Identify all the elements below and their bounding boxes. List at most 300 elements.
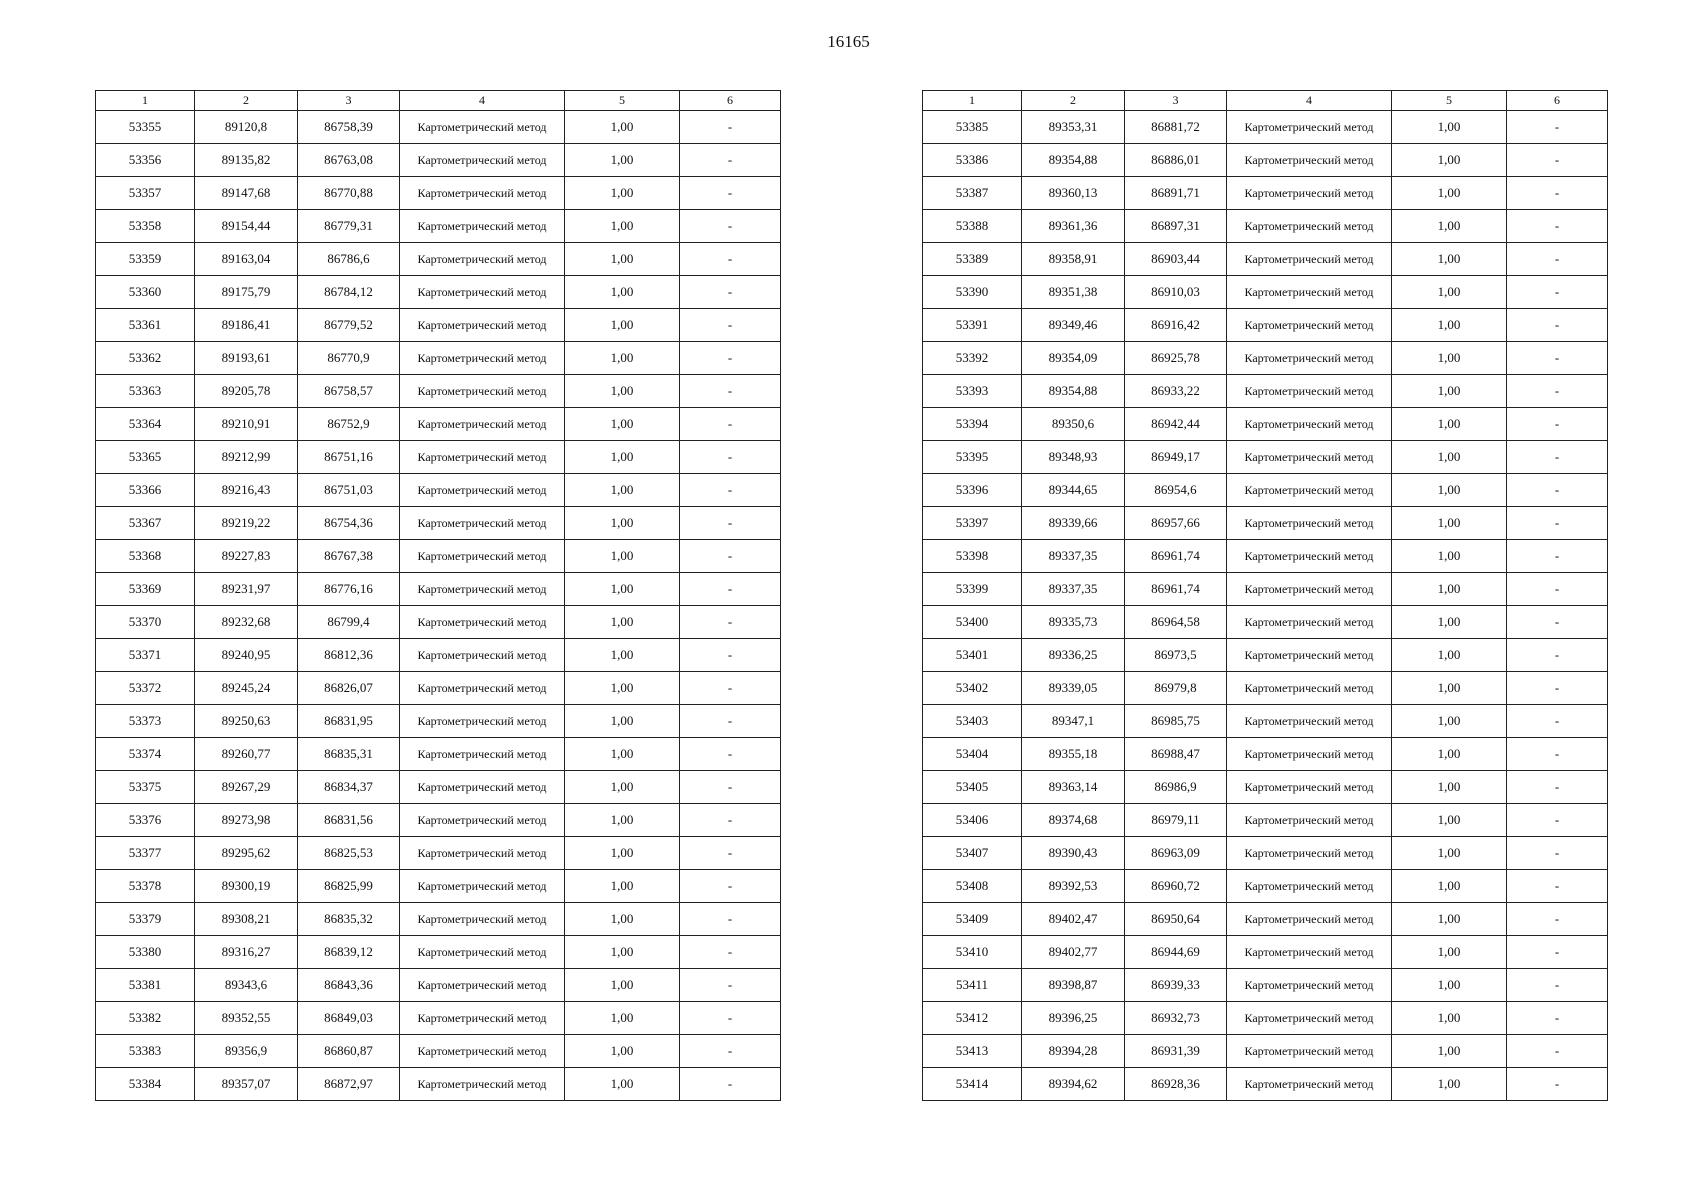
y-coordinate-cell: 86961,74 bbox=[1125, 573, 1227, 606]
x-coordinate-cell: 89354,88 bbox=[1022, 144, 1125, 177]
y-coordinate-cell: 86957,66 bbox=[1125, 507, 1227, 540]
method-cell: Картометрический метод bbox=[400, 606, 565, 639]
note-cell: - bbox=[1507, 573, 1608, 606]
table-row bbox=[96, 540, 781, 573]
point-number-cell: 53365 bbox=[96, 441, 195, 474]
table-row bbox=[923, 639, 1608, 672]
y-coordinate-cell: 86754,36 bbox=[298, 507, 400, 540]
note-cell: - bbox=[1507, 243, 1608, 276]
note-cell: - bbox=[1507, 804, 1608, 837]
method-cell: Картометрический метод bbox=[400, 738, 565, 771]
y-coordinate-cell: 86916,42 bbox=[1125, 309, 1227, 342]
method-cell: Картометрический метод bbox=[1227, 639, 1392, 672]
note-cell: - bbox=[1507, 375, 1608, 408]
x-coordinate-cell: 89245,24 bbox=[195, 672, 298, 705]
note-cell: - bbox=[1507, 408, 1608, 441]
table-row bbox=[923, 1035, 1608, 1068]
table-row bbox=[923, 771, 1608, 804]
accuracy-cell: 1,00 bbox=[1392, 276, 1507, 309]
y-coordinate-cell: 86835,31 bbox=[298, 738, 400, 771]
y-coordinate-cell: 86751,16 bbox=[298, 441, 400, 474]
method-cell: Картометрический метод bbox=[1227, 276, 1392, 309]
point-number-cell: 53411 bbox=[923, 969, 1022, 1002]
point-number-cell: 53374 bbox=[96, 738, 195, 771]
note-cell: - bbox=[680, 837, 781, 870]
method-cell: Картометрический метод bbox=[1227, 375, 1392, 408]
note-cell: - bbox=[680, 606, 781, 639]
method-cell: Картометрический метод bbox=[400, 474, 565, 507]
y-coordinate-cell: 86932,73 bbox=[1125, 1002, 1227, 1035]
accuracy-cell: 1,00 bbox=[565, 177, 680, 210]
x-coordinate-cell: 89232,68 bbox=[195, 606, 298, 639]
note-cell: - bbox=[1507, 276, 1608, 309]
y-coordinate-cell: 86950,64 bbox=[1125, 903, 1227, 936]
point-number-cell: 53404 bbox=[923, 738, 1022, 771]
note-cell: - bbox=[680, 177, 781, 210]
method-cell: Картометрический метод bbox=[1227, 1035, 1392, 1068]
y-coordinate-cell: 86860,87 bbox=[298, 1035, 400, 1068]
x-coordinate-cell: 89392,53 bbox=[1022, 870, 1125, 903]
x-coordinate-cell: 89349,46 bbox=[1022, 309, 1125, 342]
x-coordinate-cell: 89402,77 bbox=[1022, 936, 1125, 969]
method-cell: Картометрический метод bbox=[1227, 837, 1392, 870]
table-row bbox=[923, 1068, 1608, 1101]
point-number-cell: 53385 bbox=[923, 111, 1022, 144]
point-number-cell: 53392 bbox=[923, 342, 1022, 375]
y-coordinate-cell: 86779,52 bbox=[298, 309, 400, 342]
note-cell: - bbox=[1507, 837, 1608, 870]
y-coordinate-cell: 86843,36 bbox=[298, 969, 400, 1002]
method-cell: Картометрический метод bbox=[400, 111, 565, 144]
x-coordinate-cell: 89120,8 bbox=[195, 111, 298, 144]
point-number-cell: 53391 bbox=[923, 309, 1022, 342]
accuracy-cell: 1,00 bbox=[1392, 870, 1507, 903]
note-cell: - bbox=[680, 1002, 781, 1035]
method-cell: Картометрический метод bbox=[400, 276, 565, 309]
method-cell: Картометрический метод bbox=[400, 969, 565, 1002]
table-row bbox=[923, 969, 1608, 1002]
point-number-cell: 53414 bbox=[923, 1068, 1022, 1101]
x-coordinate-cell: 89260,77 bbox=[195, 738, 298, 771]
note-cell: - bbox=[680, 210, 781, 243]
note-cell: - bbox=[680, 705, 781, 738]
method-cell: Картометрический метод bbox=[1227, 705, 1392, 738]
note-cell: - bbox=[680, 903, 781, 936]
method-cell: Картометрический метод bbox=[400, 1035, 565, 1068]
point-number-cell: 53356 bbox=[96, 144, 195, 177]
point-number-cell: 53369 bbox=[96, 573, 195, 606]
y-coordinate-cell: 86799,4 bbox=[298, 606, 400, 639]
note-cell: - bbox=[680, 672, 781, 705]
method-cell: Картометрический метод bbox=[400, 441, 565, 474]
accuracy-cell: 1,00 bbox=[565, 969, 680, 1002]
table-row bbox=[923, 903, 1608, 936]
table-header-row bbox=[923, 91, 1608, 111]
point-number-cell: 53400 bbox=[923, 606, 1022, 639]
accuracy-cell: 1,00 bbox=[565, 903, 680, 936]
y-coordinate-cell: 86960,72 bbox=[1125, 870, 1227, 903]
x-coordinate-cell: 89353,31 bbox=[1022, 111, 1125, 144]
column-header: 4 bbox=[1227, 91, 1392, 111]
table-row bbox=[96, 573, 781, 606]
accuracy-cell: 1,00 bbox=[565, 936, 680, 969]
x-coordinate-cell: 89402,47 bbox=[1022, 903, 1125, 936]
note-cell: - bbox=[1507, 1002, 1608, 1035]
coordinates-table-left bbox=[95, 90, 781, 1101]
x-coordinate-cell: 89354,09 bbox=[1022, 342, 1125, 375]
accuracy-cell: 1,00 bbox=[565, 804, 680, 837]
y-coordinate-cell: 86931,39 bbox=[1125, 1035, 1227, 1068]
note-cell: - bbox=[1507, 144, 1608, 177]
x-coordinate-cell: 89354,88 bbox=[1022, 375, 1125, 408]
x-coordinate-cell: 89357,07 bbox=[195, 1068, 298, 1101]
page-number: 16165 bbox=[827, 32, 870, 51]
note-cell: - bbox=[680, 936, 781, 969]
y-coordinate-cell: 86776,16 bbox=[298, 573, 400, 606]
accuracy-cell: 1,00 bbox=[565, 738, 680, 771]
point-number-cell: 53401 bbox=[923, 639, 1022, 672]
accuracy-cell: 1,00 bbox=[1392, 375, 1507, 408]
method-cell: Картометрический метод bbox=[1227, 936, 1392, 969]
table-row bbox=[96, 1035, 781, 1068]
y-coordinate-cell: 86825,99 bbox=[298, 870, 400, 903]
accuracy-cell: 1,00 bbox=[565, 606, 680, 639]
point-number-cell: 53359 bbox=[96, 243, 195, 276]
table-row bbox=[96, 243, 781, 276]
accuracy-cell: 1,00 bbox=[565, 144, 680, 177]
table-row bbox=[923, 804, 1608, 837]
accuracy-cell: 1,00 bbox=[1392, 144, 1507, 177]
accuracy-cell: 1,00 bbox=[565, 639, 680, 672]
method-cell: Картометрический метод bbox=[400, 408, 565, 441]
accuracy-cell: 1,00 bbox=[1392, 111, 1507, 144]
method-cell: Картометрический метод bbox=[1227, 441, 1392, 474]
method-cell: Картометрический метод bbox=[1227, 969, 1392, 1002]
method-cell: Картометрический метод bbox=[400, 210, 565, 243]
table-row bbox=[923, 573, 1608, 606]
x-coordinate-cell: 89205,78 bbox=[195, 375, 298, 408]
note-cell: - bbox=[1507, 969, 1608, 1002]
accuracy-cell: 1,00 bbox=[1392, 177, 1507, 210]
y-coordinate-cell: 86786,6 bbox=[298, 243, 400, 276]
accuracy-cell: 1,00 bbox=[565, 540, 680, 573]
accuracy-cell: 1,00 bbox=[1392, 936, 1507, 969]
table-row bbox=[96, 705, 781, 738]
method-cell: Картометрический метод bbox=[400, 309, 565, 342]
table-row bbox=[96, 837, 781, 870]
note-cell: - bbox=[680, 474, 781, 507]
point-number-cell: 53373 bbox=[96, 705, 195, 738]
method-cell: Картометрический метод bbox=[400, 1002, 565, 1035]
x-coordinate-cell: 89339,66 bbox=[1022, 507, 1125, 540]
note-cell: - bbox=[680, 804, 781, 837]
method-cell: Картометрический метод bbox=[1227, 1002, 1392, 1035]
point-number-cell: 53364 bbox=[96, 408, 195, 441]
method-cell: Картометрический метод bbox=[1227, 903, 1392, 936]
point-number-cell: 53394 bbox=[923, 408, 1022, 441]
y-coordinate-cell: 86973,5 bbox=[1125, 639, 1227, 672]
accuracy-cell: 1,00 bbox=[1392, 540, 1507, 573]
y-coordinate-cell: 86849,03 bbox=[298, 1002, 400, 1035]
method-cell: Картометрический метод bbox=[1227, 672, 1392, 705]
note-cell: - bbox=[1507, 540, 1608, 573]
point-number-cell: 53403 bbox=[923, 705, 1022, 738]
point-number-cell: 53361 bbox=[96, 309, 195, 342]
accuracy-cell: 1,00 bbox=[1392, 639, 1507, 672]
x-coordinate-cell: 89212,99 bbox=[195, 441, 298, 474]
x-coordinate-cell: 89360,13 bbox=[1022, 177, 1125, 210]
accuracy-cell: 1,00 bbox=[1392, 1068, 1507, 1101]
point-number-cell: 53380 bbox=[96, 936, 195, 969]
point-number-cell: 53408 bbox=[923, 870, 1022, 903]
x-coordinate-cell: 89337,35 bbox=[1022, 540, 1125, 573]
note-cell: - bbox=[680, 144, 781, 177]
method-cell: Картометрический метод bbox=[400, 705, 565, 738]
y-coordinate-cell: 86812,36 bbox=[298, 639, 400, 672]
accuracy-cell: 1,00 bbox=[565, 573, 680, 606]
note-cell: - bbox=[1507, 309, 1608, 342]
x-coordinate-cell: 89300,19 bbox=[195, 870, 298, 903]
x-coordinate-cell: 89250,63 bbox=[195, 705, 298, 738]
note-cell: - bbox=[680, 573, 781, 606]
method-cell: Картометрический метод bbox=[1227, 1068, 1392, 1101]
note-cell: - bbox=[1507, 738, 1608, 771]
y-coordinate-cell: 86979,11 bbox=[1125, 804, 1227, 837]
y-coordinate-cell: 86767,38 bbox=[298, 540, 400, 573]
note-cell: - bbox=[680, 771, 781, 804]
note-cell: - bbox=[1507, 474, 1608, 507]
note-cell: - bbox=[1507, 936, 1608, 969]
y-coordinate-cell: 86881,72 bbox=[1125, 111, 1227, 144]
accuracy-cell: 1,00 bbox=[565, 111, 680, 144]
accuracy-cell: 1,00 bbox=[1392, 903, 1507, 936]
table-row bbox=[923, 606, 1608, 639]
x-coordinate-cell: 89163,04 bbox=[195, 243, 298, 276]
table-row bbox=[923, 672, 1608, 705]
accuracy-cell: 1,00 bbox=[1392, 771, 1507, 804]
method-cell: Картометрический метод bbox=[1227, 408, 1392, 441]
y-coordinate-cell: 86963,09 bbox=[1125, 837, 1227, 870]
x-coordinate-cell: 89336,25 bbox=[1022, 639, 1125, 672]
method-cell: Картометрический метод bbox=[400, 639, 565, 672]
y-coordinate-cell: 86944,69 bbox=[1125, 936, 1227, 969]
y-coordinate-cell: 86910,03 bbox=[1125, 276, 1227, 309]
table-row bbox=[96, 111, 781, 144]
method-cell: Картометрический метод bbox=[400, 1068, 565, 1101]
method-cell: Картометрический метод bbox=[400, 540, 565, 573]
note-cell: - bbox=[1507, 771, 1608, 804]
table-row bbox=[96, 507, 781, 540]
note-cell: - bbox=[1507, 639, 1608, 672]
y-coordinate-cell: 86831,56 bbox=[298, 804, 400, 837]
x-coordinate-cell: 89219,22 bbox=[195, 507, 298, 540]
note-cell: - bbox=[1507, 672, 1608, 705]
x-coordinate-cell: 89135,82 bbox=[195, 144, 298, 177]
x-coordinate-cell: 89348,93 bbox=[1022, 441, 1125, 474]
method-cell: Картометрический метод bbox=[400, 804, 565, 837]
accuracy-cell: 1,00 bbox=[1392, 441, 1507, 474]
x-coordinate-cell: 89147,68 bbox=[195, 177, 298, 210]
column-header: 6 bbox=[680, 91, 781, 111]
y-coordinate-cell: 86751,03 bbox=[298, 474, 400, 507]
accuracy-cell: 1,00 bbox=[565, 474, 680, 507]
point-number-cell: 53378 bbox=[96, 870, 195, 903]
table-row bbox=[96, 936, 781, 969]
note-cell: - bbox=[1507, 1068, 1608, 1101]
method-cell: Картометрический метод bbox=[1227, 870, 1392, 903]
point-number-cell: 53381 bbox=[96, 969, 195, 1002]
note-cell: - bbox=[1507, 507, 1608, 540]
y-coordinate-cell: 86949,17 bbox=[1125, 441, 1227, 474]
point-number-cell: 53360 bbox=[96, 276, 195, 309]
method-cell: Картометрический метод bbox=[1227, 177, 1392, 210]
column-header: 1 bbox=[923, 91, 1022, 111]
x-coordinate-cell: 89394,28 bbox=[1022, 1035, 1125, 1068]
x-coordinate-cell: 89374,68 bbox=[1022, 804, 1125, 837]
accuracy-cell: 1,00 bbox=[1392, 342, 1507, 375]
note-cell: - bbox=[680, 111, 781, 144]
point-number-cell: 53371 bbox=[96, 639, 195, 672]
y-coordinate-cell: 86897,31 bbox=[1125, 210, 1227, 243]
y-coordinate-cell: 86988,47 bbox=[1125, 738, 1227, 771]
x-coordinate-cell: 89193,61 bbox=[195, 342, 298, 375]
column-header: 1 bbox=[96, 91, 195, 111]
accuracy-cell: 1,00 bbox=[565, 375, 680, 408]
table-row bbox=[923, 309, 1608, 342]
x-coordinate-cell: 89316,27 bbox=[195, 936, 298, 969]
y-coordinate-cell: 86770,9 bbox=[298, 342, 400, 375]
note-cell: - bbox=[680, 639, 781, 672]
point-number-cell: 53387 bbox=[923, 177, 1022, 210]
method-cell: Картометрический метод bbox=[1227, 342, 1392, 375]
column-header: 5 bbox=[1392, 91, 1507, 111]
y-coordinate-cell: 86758,39 bbox=[298, 111, 400, 144]
table-row bbox=[96, 672, 781, 705]
method-cell: Картометрический метод bbox=[1227, 606, 1392, 639]
point-number-cell: 53402 bbox=[923, 672, 1022, 705]
table-row bbox=[923, 870, 1608, 903]
table-row bbox=[96, 441, 781, 474]
table-row bbox=[923, 441, 1608, 474]
accuracy-cell: 1,00 bbox=[1392, 969, 1507, 1002]
table-row bbox=[923, 408, 1608, 441]
method-cell: Картометрический метод bbox=[400, 771, 565, 804]
note-cell: - bbox=[1507, 441, 1608, 474]
y-coordinate-cell: 86752,9 bbox=[298, 408, 400, 441]
accuracy-cell: 1,00 bbox=[565, 342, 680, 375]
note-cell: - bbox=[680, 540, 781, 573]
y-coordinate-cell: 86891,71 bbox=[1125, 177, 1227, 210]
y-coordinate-cell: 86758,57 bbox=[298, 375, 400, 408]
y-coordinate-cell: 86986,9 bbox=[1125, 771, 1227, 804]
note-cell: - bbox=[680, 309, 781, 342]
method-cell: Картометрический метод bbox=[1227, 540, 1392, 573]
table-row bbox=[96, 903, 781, 936]
accuracy-cell: 1,00 bbox=[1392, 705, 1507, 738]
accuracy-cell: 1,00 bbox=[1392, 474, 1507, 507]
y-coordinate-cell: 86928,36 bbox=[1125, 1068, 1227, 1101]
y-coordinate-cell: 86939,33 bbox=[1125, 969, 1227, 1002]
coordinates-table-right bbox=[922, 90, 1608, 1101]
x-coordinate-cell: 89351,38 bbox=[1022, 276, 1125, 309]
method-cell: Картометрический метод bbox=[1227, 573, 1392, 606]
method-cell: Картометрический метод bbox=[1227, 111, 1392, 144]
y-coordinate-cell: 86933,22 bbox=[1125, 375, 1227, 408]
point-number-cell: 53398 bbox=[923, 540, 1022, 573]
accuracy-cell: 1,00 bbox=[565, 1002, 680, 1035]
point-number-cell: 53406 bbox=[923, 804, 1022, 837]
x-coordinate-cell: 89186,41 bbox=[195, 309, 298, 342]
point-number-cell: 53395 bbox=[923, 441, 1022, 474]
column-header: 3 bbox=[298, 91, 400, 111]
accuracy-cell: 1,00 bbox=[1392, 1002, 1507, 1035]
table-row bbox=[96, 342, 781, 375]
accuracy-cell: 1,00 bbox=[565, 441, 680, 474]
accuracy-cell: 1,00 bbox=[1392, 606, 1507, 639]
table-row bbox=[923, 540, 1608, 573]
point-number-cell: 53399 bbox=[923, 573, 1022, 606]
method-cell: Картометрический метод bbox=[400, 870, 565, 903]
note-cell: - bbox=[1507, 210, 1608, 243]
note-cell: - bbox=[680, 1035, 781, 1068]
x-coordinate-cell: 89350,6 bbox=[1022, 408, 1125, 441]
point-number-cell: 53407 bbox=[923, 837, 1022, 870]
table-row bbox=[923, 111, 1608, 144]
method-cell: Картометрический метод bbox=[1227, 210, 1392, 243]
table-row bbox=[96, 408, 781, 441]
point-number-cell: 53405 bbox=[923, 771, 1022, 804]
point-number-cell: 53396 bbox=[923, 474, 1022, 507]
x-coordinate-cell: 89343,6 bbox=[195, 969, 298, 1002]
note-cell: - bbox=[680, 507, 781, 540]
method-cell: Картометрический метод bbox=[1227, 804, 1392, 837]
method-cell: Картометрический метод bbox=[400, 342, 565, 375]
column-header: 3 bbox=[1125, 91, 1227, 111]
x-coordinate-cell: 89356,9 bbox=[195, 1035, 298, 1068]
note-cell: - bbox=[1507, 342, 1608, 375]
note-cell: - bbox=[1507, 1035, 1608, 1068]
y-coordinate-cell: 86763,08 bbox=[298, 144, 400, 177]
method-cell: Картометрический метод bbox=[400, 837, 565, 870]
table-row bbox=[96, 738, 781, 771]
x-coordinate-cell: 89396,25 bbox=[1022, 1002, 1125, 1035]
method-cell: Картометрический метод bbox=[1227, 474, 1392, 507]
column-header: 2 bbox=[1022, 91, 1125, 111]
note-cell: - bbox=[680, 441, 781, 474]
note-cell: - bbox=[680, 1068, 781, 1101]
point-number-cell: 53389 bbox=[923, 243, 1022, 276]
table-row bbox=[96, 804, 781, 837]
x-coordinate-cell: 89363,14 bbox=[1022, 771, 1125, 804]
y-coordinate-cell: 86825,53 bbox=[298, 837, 400, 870]
table-row bbox=[96, 1068, 781, 1101]
point-number-cell: 53383 bbox=[96, 1035, 195, 1068]
accuracy-cell: 1,00 bbox=[565, 705, 680, 738]
x-coordinate-cell: 89335,73 bbox=[1022, 606, 1125, 639]
method-cell: Картометрический метод bbox=[400, 144, 565, 177]
method-cell: Картометрический метод bbox=[1227, 243, 1392, 276]
accuracy-cell: 1,00 bbox=[1392, 804, 1507, 837]
table-row bbox=[923, 276, 1608, 309]
method-cell: Картометрический метод bbox=[1227, 738, 1392, 771]
method-cell: Картометрический метод bbox=[1227, 144, 1392, 177]
point-number-cell: 53384 bbox=[96, 1068, 195, 1101]
method-cell: Картометрический метод bbox=[400, 177, 565, 210]
table-row bbox=[96, 606, 781, 639]
accuracy-cell: 1,00 bbox=[565, 1068, 680, 1101]
x-coordinate-cell: 89231,97 bbox=[195, 573, 298, 606]
point-number-cell: 53376 bbox=[96, 804, 195, 837]
